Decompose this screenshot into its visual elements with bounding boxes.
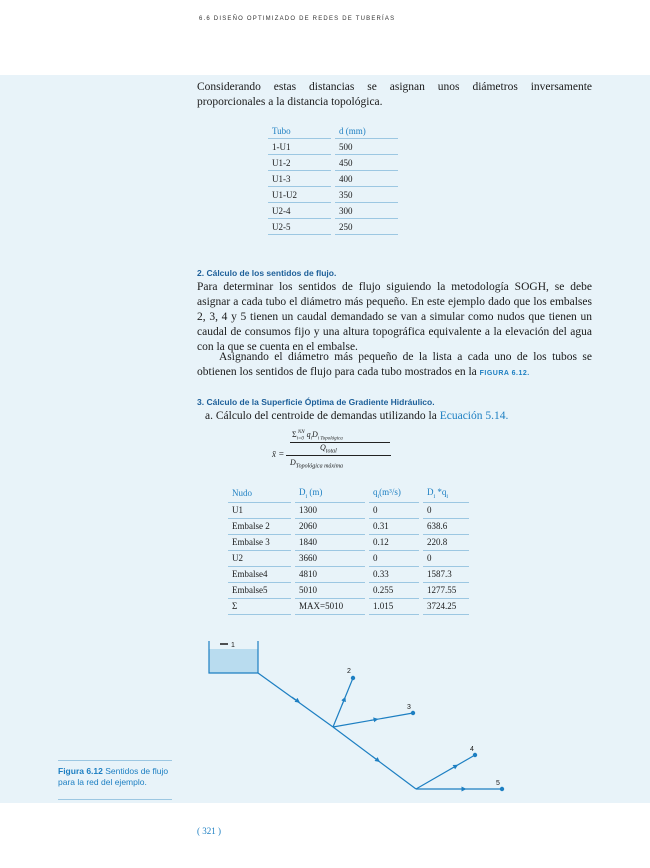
table-row: [228, 535, 469, 551]
table-cell: 1300: [295, 503, 365, 519]
table-row: [268, 139, 398, 155]
table-cell: 0.31: [369, 519, 419, 535]
node-4: [473, 753, 477, 757]
column-header: $q_i(m^3/s)$: [369, 484, 419, 503]
section-3-item-a: [205, 409, 592, 424]
table-cell: 0.255: [369, 583, 419, 599]
table-cell: U1: [228, 503, 291, 519]
centroid-formula: [270, 428, 400, 474]
table-row: [268, 187, 398, 203]
flow-arrow: [370, 719, 376, 720]
table-cell: U1-U2: [268, 187, 331, 203]
table-cell: Embalse4: [228, 567, 291, 583]
table-row: [228, 503, 469, 519]
column-header: $D_i$ $*q_i$: [423, 484, 469, 503]
pipe-U2-4: [416, 755, 475, 789]
column-header: Nudo: [228, 484, 291, 503]
table-cell: 0: [423, 551, 469, 567]
table-row: [228, 567, 469, 583]
caption-rule-top: [58, 760, 172, 761]
table-cell: 400: [335, 171, 398, 187]
table-cell: U1-2: [268, 155, 331, 171]
node-label-5: 5: [496, 780, 500, 787]
table-cell: 350: [335, 187, 398, 203]
node-label-2: 2: [347, 668, 351, 675]
column-header: $D_i$ (m): [295, 484, 365, 503]
table-cell: U1-3: [268, 171, 331, 187]
table-cell: 450: [335, 155, 398, 171]
table-cell: Σ: [228, 599, 291, 615]
table-cell: 2060: [295, 519, 365, 535]
caption-text: Sentidos de flujo para la red del ejemplo.: [58, 766, 169, 787]
node-3: [411, 711, 415, 715]
flow-arrow: [292, 697, 298, 701]
paragraph-text: Asignando el diámetro más pequeño de la lista a cada uno de los tubos se obtienen los sentidos de flujo para cada tubo mostrados en la: [197, 351, 592, 378]
node-label-3: 3: [407, 704, 411, 711]
item-a-text: a. Cálculo del centroide de demandas utilizando la: [205, 410, 437, 422]
caption-label: Figura 6.12: [58, 766, 103, 776]
table-row: [228, 551, 469, 567]
table-cell: MAX=5010: [295, 599, 365, 615]
column-header: d (mm): [335, 122, 398, 139]
running-head: 6.6 DISEÑO OPTIMIZADO DE REDES DE TUBERÍAS: [199, 16, 396, 22]
table-cell: 1.015: [369, 599, 419, 615]
table-cell: 0: [423, 503, 469, 519]
node-2: [351, 676, 355, 680]
centroid-table: [224, 484, 473, 615]
table-cell: 3660: [295, 551, 365, 567]
node-5: [500, 787, 504, 791]
table-cell: Embalse 3: [228, 535, 291, 551]
table-cell: 638.6: [423, 519, 469, 535]
section-3-title: 3. Cálculo de la Superficie Óptima de Gradiente Hidráulico.: [197, 397, 435, 407]
diameter-table: [264, 122, 402, 235]
figure-caption: [58, 766, 178, 788]
table-cell: U2-4: [268, 203, 331, 219]
table-cell: 3724.25: [423, 599, 469, 615]
figure-reference-link[interactable]: FIGURA 6.12.: [479, 370, 530, 377]
table-cell: 4810: [295, 567, 365, 583]
node-label-1: 1: [231, 642, 235, 649]
intro-paragraph: Considerando estas distancias se asignan unos diámetros inversamente proporcionales a la distancia topológica.: [197, 81, 592, 108]
table-row: [268, 203, 398, 219]
section-2-paragraph-1: Para determinar los sentidos de flujo siguiendo la metodología SOGH, se debe asignar a cada tubo el diámetro más pequeño. En este ejemplo dado que los embalses 2, 3, 4 y 5 tienen un caudal demandado se van a simular como nudos que tienen un caudal de consumos fijo y una altura topográfica equivalente a la elevación del agua con la que se cuenta en el embalse.: [197, 281, 592, 353]
table-cell: 5010: [295, 583, 365, 599]
table-cell: Embalse 2: [228, 519, 291, 535]
table-cell: 1587.3: [423, 567, 469, 583]
table-header-row: [268, 122, 398, 139]
column-header: Tubo: [268, 122, 331, 139]
formula-numerator: $\Sigma_{i=0}^{NN}$ $q_iD_{i Topológica}$: [292, 430, 343, 442]
table-cell: U2: [228, 551, 291, 567]
fraction-bar: [286, 455, 391, 456]
table-cell: 0.12: [369, 535, 419, 551]
table-cell: 220.8: [423, 535, 469, 551]
section-2-paragraph-2: [197, 350, 592, 381]
table-cell: 0: [369, 551, 419, 567]
table-row: [268, 171, 398, 187]
table-row: [228, 599, 469, 615]
table-cell: 1277.55: [423, 583, 469, 599]
caption-rule-bottom: [58, 799, 172, 800]
table-cell: 500: [335, 139, 398, 155]
network-diagram: [200, 635, 520, 800]
formula-denominator: $D_{Topológica máxima}$: [290, 458, 344, 470]
table-row: [228, 519, 469, 535]
table-cell: 250: [335, 219, 398, 235]
table-row: [228, 583, 469, 599]
table-cell: 300: [335, 203, 398, 219]
flow-arrow: [342, 699, 345, 705]
formula-inner-denominator: $Q_{total}$: [320, 443, 337, 455]
flow-arrow: [450, 766, 456, 769]
equation-link[interactable]: Ecuación 5.14.: [439, 410, 509, 422]
table-cell: 0.33: [369, 567, 419, 583]
flow-arrow: [372, 756, 378, 761]
table-cell: 1840: [295, 535, 365, 551]
table-cell: 1-U1: [268, 139, 331, 155]
node-label-4: 4: [470, 746, 474, 753]
table-row: [268, 155, 398, 171]
reservoir-tank: [209, 649, 258, 673]
table-header-row: [228, 484, 469, 503]
page-number: ( 321 ): [197, 826, 221, 836]
formula-lhs: x̄ =: [272, 449, 285, 459]
table-cell: Embalse5: [228, 583, 291, 599]
fraction-bar: [290, 442, 390, 443]
table-cell: 0: [369, 503, 419, 519]
table-row: [268, 219, 398, 235]
section-2-title: 2. Cálculo de los sentidos de flujo.: [197, 268, 337, 278]
table-cell: U2-5: [268, 219, 331, 235]
